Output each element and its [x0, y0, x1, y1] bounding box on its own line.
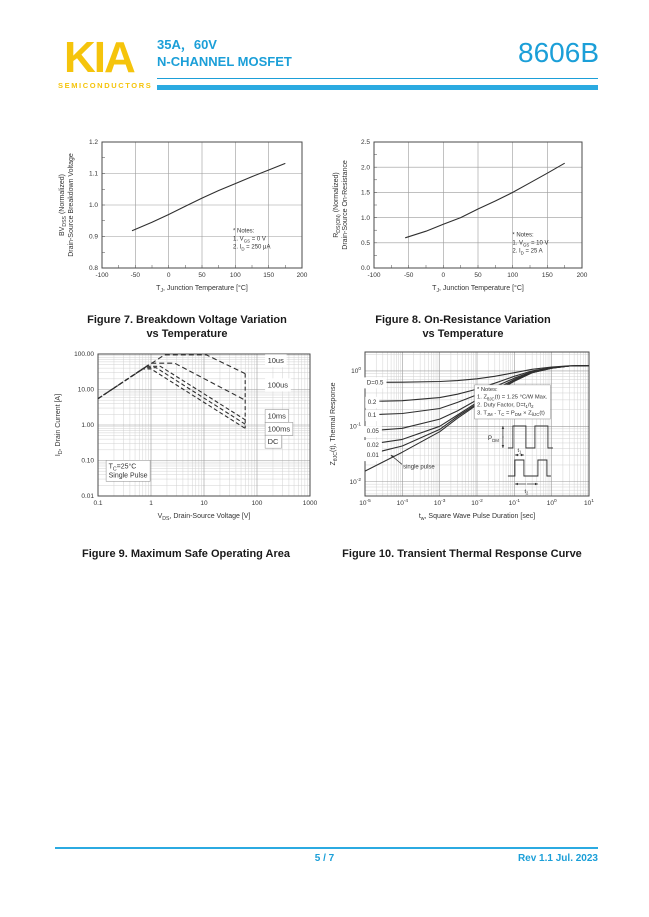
kia-logo-subtext: SEMICONDUCTORS — [58, 81, 153, 90]
chart-text: $t_2$ — [524, 489, 529, 496]
chart-annotation — [391, 455, 436, 471]
chart-text: -100 — [95, 272, 109, 279]
figure7 — [56, 130, 318, 341]
chart-text: * Notes: — [477, 386, 498, 393]
device-subtitle — [157, 36, 292, 70]
series-soa-100ms — [98, 368, 245, 425]
chart-annotation — [512, 233, 548, 256]
chart-text: 100 — [507, 272, 519, 279]
chart-text: $10^{-3}$ — [433, 499, 446, 507]
device-type: N-CHANNEL MOSFET — [157, 54, 292, 69]
caption-line: Figure 8. On-Resistance Variation — [375, 314, 551, 326]
revision-label: Rev 1.1 Jul. 2023 — [517, 853, 598, 864]
kia-logo: KIA — [64, 33, 134, 82]
chart-text: 2.0 — [360, 164, 370, 172]
chart-text: 0.01 — [81, 493, 94, 501]
chart-text: 1. $V_{GS} = 0$ V — [233, 236, 266, 244]
chart-text: 0.2 — [367, 398, 377, 406]
chart-text: 100ms — [267, 424, 291, 434]
fig7-plot — [59, 139, 308, 294]
chart-text: Drain-Source On-Resistance — [342, 160, 349, 250]
chart-text: -100 — [367, 272, 381, 279]
figure9-caption — [52, 547, 320, 561]
series-soa-10us — [98, 355, 245, 399]
chart-text: $R_{DS(ON)}$ (Normalized) — [333, 172, 343, 238]
chart-text: 0.01 — [366, 452, 379, 460]
chart-text: 0 — [441, 272, 446, 279]
chart-annotation — [265, 378, 291, 391]
chart-text: 0.05 — [366, 428, 379, 436]
chart-annotation — [265, 354, 287, 367]
chart-text: $I_D$, Drain Current [A] — [55, 393, 65, 457]
chart-text: single pulse — [403, 464, 435, 471]
figure10-chart — [327, 344, 597, 542]
chart-text: $BV_{DSS}$ (Normalized) — [59, 173, 69, 237]
chart-annotation — [365, 397, 379, 408]
figure9-chart — [52, 344, 320, 542]
chart-text: -50 — [130, 272, 141, 279]
chart-text: $10^{-4}$ — [396, 499, 409, 507]
chart-annotation — [233, 229, 271, 252]
chart-text: $10^{-5}$ — [359, 499, 371, 507]
chart-text: 3. $T_{JM} - T_C = P_{DM} \times Z_{\theta JC}(t)$ — [477, 410, 545, 417]
chart-text: -50 — [403, 272, 414, 279]
chart-text: Single Pulse — [108, 472, 148, 480]
chart-text: 0.02 — [366, 442, 379, 450]
caption-line: Figure 10. Transient Thermal Response Curve — [342, 548, 582, 560]
chart-text: 1 — [149, 500, 153, 507]
chart-text: $10^{-2}$ — [349, 477, 361, 486]
caption-line: Figure 9. Maximum Safe Operating Area — [81, 548, 291, 560]
chart-text: 1. $V_{GS} = 10$ V — [512, 240, 549, 248]
chart-text: 150 — [541, 272, 553, 279]
page-number: 5 / 7 — [314, 853, 335, 864]
chart-text: 0.5 — [360, 240, 370, 247]
chart-annotation — [265, 410, 289, 423]
caption-line: vs Temperature — [422, 328, 504, 340]
chart-text: 150 — [263, 272, 275, 279]
chart-text: 10us — [267, 356, 284, 366]
chart-text: 100us — [267, 380, 289, 390]
chart-text: * Notes: — [512, 232, 534, 239]
fig10-plot — [330, 352, 594, 522]
chart-text: 100 — [251, 500, 263, 507]
chart-text: 200 — [296, 272, 308, 279]
figure7-chart — [56, 130, 318, 308]
chart-text: $t_w$, Square Wave Pulse Duration [sec] — [418, 513, 536, 523]
figure8-chart — [330, 130, 596, 308]
device-rating: 35A，60V — [157, 37, 217, 52]
series-rdson-normalized — [405, 163, 565, 238]
footer-rule — [55, 847, 598, 849]
fig9-plot — [55, 351, 318, 522]
chart-text: 100 — [229, 272, 241, 279]
chart-text: 2. $I_D = 25$ A — [512, 248, 543, 256]
fig8-plot — [333, 139, 588, 294]
chart-text: 1000 — [302, 500, 318, 507]
chart-text: $T_C=25^\circ C$ — [108, 463, 137, 473]
figure8-caption — [330, 313, 596, 341]
chart-text: $10^0$ — [351, 367, 361, 376]
figure10-caption — [327, 547, 597, 561]
chart-annotation — [364, 426, 382, 437]
chart-text: 0 — [166, 272, 171, 279]
header-rule-thick — [157, 85, 598, 90]
chart-text: $t_1$ — [517, 448, 522, 455]
chart-annotation — [364, 377, 386, 388]
chart-text: 10ms — [267, 411, 286, 421]
chart-text: 0.9 — [88, 233, 98, 241]
chart-text: 1.1 — [88, 170, 98, 178]
chart-annotation — [475, 385, 551, 419]
chart-text: 0.0 — [360, 265, 370, 273]
chart-annotation — [265, 422, 293, 435]
chart-text: 0.10 — [81, 457, 94, 465]
chart-text: 50 — [474, 272, 482, 279]
chart-text: 1. $Z_{\theta JC}(t) = 1.25$ °C/W Max. — [477, 394, 548, 402]
chart-text: 1.0 — [88, 202, 98, 210]
chart-text: Drain-Source Breakdown Voltage — [68, 153, 75, 257]
chart-annotation — [364, 440, 382, 451]
figure7-caption — [56, 313, 318, 341]
chart-text: DC — [267, 437, 279, 447]
chart-text: $10^{-2}$ — [471, 499, 483, 507]
caption-line: vs Temperature — [146, 328, 228, 340]
chart-text: 2.5 — [360, 139, 370, 147]
chart-text: 10.00 — [77, 386, 94, 394]
chart-text: 1.2 — [88, 139, 98, 147]
chart-text: $P_{DM}$ — [488, 436, 499, 443]
chart-text: $V_{DS}$, Drain-Source Voltage [V] — [157, 513, 251, 523]
chart-annotation — [365, 410, 379, 421]
chart-text: $10^0$ — [546, 499, 557, 507]
chart-text: 2. Duty Factor, $D=t_1/t_2$ — [477, 402, 534, 410]
chart-annotation — [364, 450, 382, 461]
chart-text: $T_J$, Junction Temperature [°C] — [156, 285, 248, 295]
chart-text: 1.5 — [360, 189, 370, 197]
chart-text: 0.8 — [88, 265, 98, 273]
chart-text: $Z_{\theta JC}(t)$, Thermal Response — [330, 382, 340, 466]
chart-text: D=0.5 — [366, 379, 384, 387]
chart-text: $10^{-1}$ — [349, 422, 361, 431]
chart-text: 100.00 — [74, 351, 94, 359]
figure9 — [52, 344, 320, 561]
chart-text: 2. $I_D = 250$ μA — [233, 244, 271, 252]
chart-text: 0.1 — [367, 412, 377, 420]
chart-text: 0.1 — [93, 500, 103, 507]
chart-text: 200 — [576, 272, 588, 279]
figure8 — [330, 130, 596, 341]
chart-text: 50 — [198, 272, 206, 279]
chart-text: 10 — [200, 500, 208, 507]
chart-text: $10^{-1}$ — [508, 499, 521, 507]
chart-text: $T_J$, Junction Temperature [°C] — [432, 285, 524, 295]
chart-text: $10^1$ — [584, 499, 594, 507]
figure10 — [327, 344, 597, 561]
chart-text: 1.0 — [360, 214, 370, 222]
chart-annotation — [106, 460, 150, 481]
header-rule-thin — [157, 78, 598, 79]
chart-text: 1.00 — [81, 422, 94, 430]
chart-annotation — [265, 435, 281, 448]
caption-line: Figure 7. Breakdown Voltage Variation — [87, 314, 287, 326]
chart-text: * Notes: — [233, 228, 255, 235]
part-number: 8606B — [518, 37, 599, 68]
